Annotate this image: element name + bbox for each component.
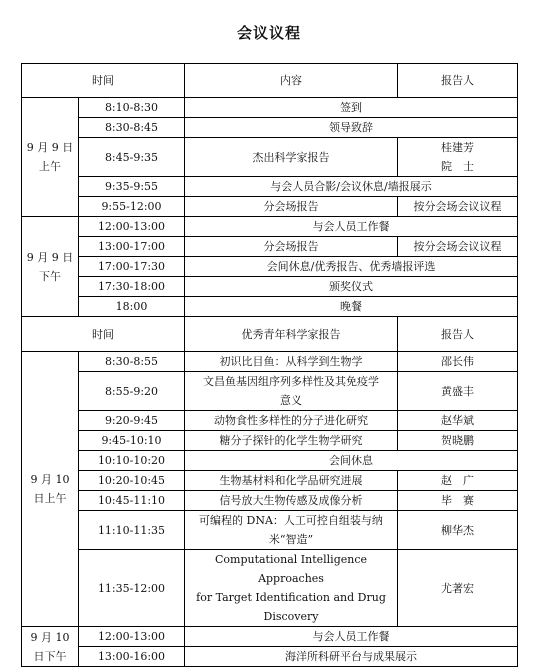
session-content: 会间休息 [185,451,518,471]
session-content: Computational Intelligence Approaches for Target Identification and Drug Discovery [185,550,398,627]
table-row [22,237,518,257]
session-time: 17:30-18:00 [79,277,185,297]
session-content: 颁奖仪式 [185,277,518,297]
session-speaker: 柳华杰 [398,511,518,550]
header-speaker: 报告人 [398,317,518,352]
table-row [22,647,518,667]
session-content: 杰出科学家报告 [185,138,398,177]
session-content: 签到 [185,98,518,118]
session-time: 18:00 [79,297,185,317]
table-row [22,471,518,491]
table-row [22,491,518,511]
session-speaker: 尤著宏 [398,550,518,627]
session-speaker: 黄盛丰 [398,372,518,411]
table-row [22,451,518,471]
agenda-table [21,63,518,667]
session-content: 会间休息/优秀报告、优秀墙报评选 [185,257,518,277]
table-row [22,550,518,627]
session-content: 生物基材料和化学品研究进展 [185,471,398,491]
day-session-label: 9 月 9 日 下午 [22,217,79,317]
session-speaker: 按分会场会议议程 [398,237,518,257]
session-time: 10:10-10:20 [79,451,185,471]
session-content: 与会人员工作餐 [185,217,518,237]
session-content: 晚餐 [185,297,518,317]
session-time: 10:45-11:10 [79,491,185,511]
table-row [22,98,518,118]
session-content: 与会人员合影/会议休息/墙报展示 [185,177,518,197]
table-row [22,431,518,451]
session-time: 8:10-8:30 [79,98,185,118]
session-content: 与会人员工作餐 [185,627,518,647]
session-time: 12:00-13:00 [79,217,185,237]
session-speaker: 赵 广 [398,471,518,491]
session-content: 糖分子探针的化学生物学研究 [185,431,398,451]
session-time: 9:20-9:45 [79,411,185,431]
table-row [22,372,518,411]
page-title: 会议议程 [236,24,301,42]
session-content: 海洋所科研平台与成果展示 [185,647,518,667]
session-content: 分会场报告 [185,197,398,217]
session-content: 初识比目鱼：从科学到生物学 [185,352,398,372]
session-time: 17:00-17:30 [79,257,185,277]
session-time: 10:20-10:45 [79,471,185,491]
session-content: 动物食性多样性的分子进化研究 [185,411,398,431]
session-content: 信号放大生物传感及成像分析 [185,491,398,511]
table-row [22,511,518,550]
header-time: 时间 [22,64,185,98]
session-content: 可编程的 DNA：人工可控自组装与纳 米“智造” [185,511,398,550]
header-content: 优秀青年科学家报告 [185,317,398,352]
table-row [22,118,518,138]
header-content: 内容 [185,64,398,98]
session-time: 8:55-9:20 [79,372,185,411]
session-time: 8:30-8:45 [79,118,185,138]
day-session-label: 9 月 10 日下午 [22,627,79,667]
session-time: 8:30-8:55 [79,352,185,372]
table-row [22,411,518,431]
session-time: 8:45-9:35 [79,138,185,177]
session-time: 9:45-10:10 [79,431,185,451]
session-content: 领导致辞 [185,118,518,138]
table-header-row [22,317,518,352]
session-speaker: 邵长伟 [398,352,518,372]
session-time: 9:35-9:55 [79,177,185,197]
table-row [22,627,518,647]
header-speaker: 报告人 [398,64,518,98]
table-row [22,257,518,277]
session-time: 9:55-12:00 [79,197,185,217]
session-speaker: 贺晓鹏 [398,431,518,451]
session-speaker: 赵华斌 [398,411,518,431]
session-time: 11:10-11:35 [79,511,185,550]
day-session-label: 9 月 10 日上午 [22,352,79,627]
table-row [22,197,518,217]
session-content: 分会场报告 [185,237,398,257]
session-speaker: 桂建芳 院 士 [398,138,518,177]
session-time: 13:00-16:00 [79,647,185,667]
session-time: 12:00-13:00 [79,627,185,647]
session-time: 13:00-17:00 [79,237,185,257]
table-header-row [22,64,518,98]
table-row [22,352,518,372]
session-content: 文昌鱼基因组序列多样性及其免疫学 意义 [185,372,398,411]
table-row [22,297,518,317]
session-time: 11:35-12:00 [79,550,185,627]
session-speaker: 毕 赛 [398,491,518,511]
day-session-label: 9 月 9 日 上午 [22,98,79,217]
table-row [22,217,518,237]
header-time: 时间 [22,317,185,352]
session-speaker: 按分会场会议议程 [398,197,518,217]
table-row [22,138,518,177]
table-row [22,277,518,297]
table-row [22,177,518,197]
